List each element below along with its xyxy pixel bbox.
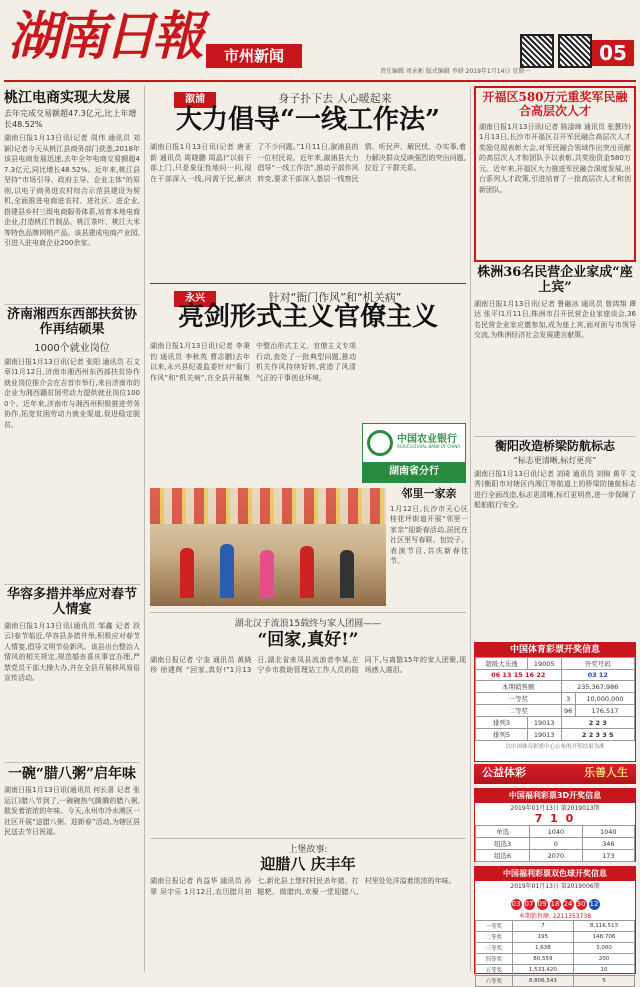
kicker: 上堡故事: [288, 845, 328, 855]
masthead-meta: 责任编辑 周永彬 版式编辑 李妍 2019年1月14日 星期一 [380, 68, 531, 75]
issue-no: 19013 [527, 717, 561, 729]
divider [4, 762, 140, 763]
ssq-balls [475, 891, 635, 910]
ssq-table [475, 920, 635, 987]
fc3d-number: 7 1 0 [534, 812, 576, 825]
kicker: 身子扑下去 人心暖起来 [278, 92, 392, 105]
person-figure [220, 544, 234, 598]
article-body: 湖南日报1月13日讯(记者 鲁融冰 通讯员 曾鸿翔 谭达 张平)1月11日,株洲市召开民营企业家座谈会,36名民营企业家应邀参加,成为座上宾,面对面与市领导交流,为株洲经济社会发展建言献策。 [474, 299, 636, 340]
headline: 济南湘西东西部扶贫协作再结硕果 [6, 307, 137, 337]
article-body: 湖南日报1月13日讯(通讯员 邹鑫 记者 段云)春节临近,华容县多措并举,积极应对春节人情宴,倡导文明节俭新风。该县出台整治人情风的相关规定,规范婚丧喜庆事宜办理,严禁党员干部大操大办,并在全县开展移风易俗宣传活动。 [4, 621, 140, 683]
red-ball: 09 [537, 900, 547, 908]
cell: 单选 [476, 826, 530, 838]
welfare-left: 公益体彩 [482, 766, 526, 779]
lantern-decoration [150, 488, 386, 524]
cell: 346 [582, 838, 634, 850]
cell: 1,533,420 [512, 965, 573, 976]
label-num: 开奖号码 [561, 658, 635, 670]
article-body: 湖南日报1月13日讯(记者 张阳 通讯员 石文章)1月12日,济南市湘西州东西部扶贫协作就业岗位推介会在吉首市举行,来自济南市的企业为湘西籍贫困劳动力提供就业岗位1000个。近年来,济南市与湘西州积极推进劳务协作,拓宽贫困劳动力就业渠道,促进稳定脱贫。 [4, 357, 140, 429]
prize-amount: 10,000,000 [575, 693, 634, 705]
qr-code-icon [558, 34, 592, 68]
divider [150, 838, 466, 839]
prize-count: 96 [561, 705, 575, 717]
photo-title: 邻里一家亲 [401, 487, 457, 500]
blue-ball: 12 [589, 900, 599, 908]
headline: 株洲36名民营企业家成“座上宾” [477, 265, 633, 295]
subheadline: “标志更清晰,标灯更亮” [513, 455, 597, 465]
cell: 148,706 [573, 932, 634, 943]
table-row [476, 826, 635, 838]
abc-bank-ad [362, 423, 466, 483]
headline: 华容多措并举应对春节人情宴 [6, 587, 137, 617]
article-body: 湖南日报1月13日讯(记者 周伟 通讯员 刘颖)记者今天从桃江县商务部门获悉,2018年该县电商发展迅速,去年全年电商交易额超47.3亿元,同比增长48.52%。近年来,桃江县坚持“市场引导、政府主导、企业主体”的原则,以电子商务进农村综合示范县建设为契机,全面推进电商进农村、进社区、进企业,搭建县乡村三级电商服务体系,培育本地电商企业,打造桃江竹制品、桃江茶叶、桃江大米等特色品牌网销产品。该县建成电商产业园,引进入驻电商企业200余家。 [4, 134, 140, 248]
red-ball: 30 [576, 900, 586, 908]
headline: 亮剑形式主义官僚主义 [177, 302, 438, 332]
bank-name: 中国农业银行 [397, 434, 457, 445]
cell: 8,806,543 [512, 976, 573, 987]
cell: 80,559 [512, 954, 573, 965]
prize-name: 一等奖 [476, 693, 562, 705]
table-row [476, 838, 635, 850]
qr-code-icon [520, 34, 554, 68]
red-ball: 18 [550, 900, 560, 908]
cell: 195 [512, 932, 573, 943]
person-figure [340, 550, 354, 598]
game-name: 排列5 [476, 729, 528, 741]
cell: 1040 [530, 826, 582, 838]
article-reunion [150, 616, 466, 827]
article-body: 湖南日报1月13日讯(记者 刘琦 通讯员 刘锦 黄平 文秀)衡阳市对辖区内湘江等航道上的桥梁防撞航标志进行全面改造,标志更清晰,标灯更明亮,进一步保障了船舶航行安全。 [474, 469, 636, 510]
red-ball: 24 [563, 900, 573, 908]
column-divider [470, 86, 471, 972]
welfare-right: 乐善人生 [584, 766, 628, 779]
person-figure [180, 548, 194, 598]
article-body: 湖南日报1月13日讯(记者 李秉钧 通讯员 李秋英 曹志鹏)去年以来,永兴县纪委监委针对“衙门作风”和“机关病”,在全县开展集中整治形式主义、官僚主义专项行动,查处了一批典型问题,推动机关作风持续好转,营造了风清气正的干事创业环境。 [150, 342, 356, 382]
cell: 组选6 [476, 850, 530, 862]
table-row [476, 965, 635, 976]
cell: 10 [573, 965, 634, 976]
bank-branch: 湖南省分行 [363, 462, 465, 482]
divider [474, 436, 636, 437]
headline: 一碗“腊八粥”启年味 [7, 766, 137, 782]
table-row [476, 921, 635, 932]
article-laba [4, 766, 140, 970]
sports-lottery-panel [474, 642, 636, 762]
masthead-rule [4, 80, 636, 82]
person-figure [300, 546, 314, 598]
lottery-note: 以中国体育彩票中心公布的开奖结果为准 [505, 744, 605, 750]
photo-caption [390, 488, 468, 606]
cell: 5 [573, 976, 634, 987]
article-hengyang [474, 440, 636, 639]
cell: 六等奖 [476, 976, 513, 987]
page-number: 05 [592, 40, 634, 66]
article-jinan-xiangxi [4, 308, 140, 577]
article-huarong [4, 588, 140, 765]
winning-red: 06 13 15 16 22 [476, 670, 562, 681]
headline: 迎腊八 庆丰年 [260, 855, 356, 873]
table-row [476, 954, 635, 965]
fc3d-table [475, 825, 635, 862]
section-label: 市州新闻 [206, 44, 302, 68]
cell: 1040 [582, 826, 634, 838]
welfare-banner [474, 764, 636, 784]
divider [150, 612, 466, 613]
lottery-brand: 中国体育彩票开奖信息 [475, 643, 635, 657]
sales-label: 本期销售额 [518, 913, 549, 920]
cell: 3,000 [573, 943, 634, 954]
sales-amount: 235,367,986 [561, 681, 635, 693]
cell: 0 [530, 838, 582, 850]
lottery-table-dlt [475, 657, 635, 741]
article-body: 湖南日报记者 肖益华 通讯员 孙翠 吴宇乐 1月12日,农历腊月初七,新化县上堡村村民杀年猪、打糍粑、做腊肉,欢聚一堂迎腊八,村里处处洋溢着浓浓的年味。 [150, 877, 456, 896]
article-body: 湖南日报1月13日讯(记者 陈淦璋 通讯员 张慧玲)1月13日,长沙市开福区召开军民融合高层次人才奖励兑现表彰大会,对军民融合领域作出突出贡献的高层次人才和团队予以表彰,共奖励资金580万元。近年来,开福区大力推进军民融合深度发展,出台系列人才政策,引进培育了一批高层次人才和创新团队。 [479, 122, 631, 194]
feature-box-kaifu [474, 86, 636, 262]
column-divider [144, 86, 145, 972]
divider [4, 304, 140, 305]
region-tag: 溆浦 [174, 92, 216, 108]
subheadline: 去年完成交易额超47.3亿元,比上年增长48.52% [4, 109, 137, 130]
prize-amount: 176,517 [575, 705, 634, 717]
ssq-date: 2019年01月13日 第2019006期 [510, 883, 600, 890]
cell: 200 [573, 954, 634, 965]
game-name: 超级大乐透 [476, 658, 528, 670]
article-body: 湖南日报记者 宁奎 通讯员 黄晓珍 徐建辉 “回家,真好!”1月13日,湖北省来凤县流浪者李某,在宁乡市救助管理站工作人员的陪同下,与离散15年的家人团聚,现场感人落泪。 [150, 655, 466, 675]
caption-body: 1月12日,长沙市天心区桂花坪街道开展“邻里一家亲”迎新春活动,居民在社区里写春联、包饺子、表演节目,共庆新春佳节。 [390, 504, 468, 566]
fc3d-title: 中国福利彩票3D开奖信息 [475, 789, 635, 803]
bank-name-en: AGRICULTURAL BANK OF CHINA [397, 444, 461, 449]
issue-no: 19013 [527, 729, 561, 741]
table-row [476, 976, 635, 987]
person-figure [260, 550, 274, 598]
sales-amount: 1211353738 [552, 913, 592, 920]
fc3d-panel [474, 788, 636, 862]
headline: 桃江电商实现大发展 [4, 90, 130, 106]
fc3d-date: 2019年01月13日 第2019013期 [510, 805, 600, 812]
article-yongxing [150, 287, 466, 477]
game-name: 排列3 [476, 717, 528, 729]
prize-name: 二等奖 [476, 705, 562, 717]
divider [150, 283, 466, 284]
cell: 7 [512, 921, 573, 932]
table-row [476, 850, 635, 862]
article-laba-shangbao [150, 842, 466, 974]
sales-label: 本期销售额 [476, 681, 562, 693]
kicker: 湖北汉子流浪15载终与家人团圆—— [234, 619, 382, 629]
cell: 三等奖 [476, 943, 513, 954]
cell: 二等奖 [476, 932, 513, 943]
headline: “回家,真好!” [257, 630, 359, 650]
red-ball: 03 [511, 900, 521, 908]
kicker: 针对“衙门作风”和“机关病” [268, 291, 402, 304]
cell: 五等奖 [476, 965, 513, 976]
table-row [476, 705, 635, 717]
article-zhuzhou [474, 266, 636, 434]
region-tag: 永兴 [174, 291, 216, 307]
cell: 173 [582, 850, 634, 862]
ssq-title: 中国福利彩票双色球开奖信息 [475, 867, 635, 881]
table-row [476, 932, 635, 943]
article-taojiang [4, 90, 140, 311]
winning-blue: 03 12 [561, 670, 635, 681]
winning-number: 2 2 3 [561, 717, 635, 729]
ssq-panel [474, 866, 636, 985]
masthead [0, 0, 640, 80]
red-ball: 07 [524, 900, 534, 908]
divider [4, 584, 140, 585]
article-body: 湖南日报1月13日讯(记者 唐亚新 通讯员 周晓鹏 周晶)“以前干部上门,只是象征性地问一问,现在干部深入一线,问需于民,解决了不少问题。”1月11日,溆浦县的一位村民说。近年来,溆浦县大力倡导“一线工作法”,推动干部作风转变,要求干部深入基层一线察民情、听民声、解民忧、办实事,着力解决群众反映强烈的突出问题,拉近了干群关系。 [150, 143, 466, 183]
headline: 开福区580万元重奖军民融合高层次人才 [482, 90, 628, 118]
subheadline: 1000个就业岗位 [34, 342, 110, 354]
festival-photo [150, 488, 386, 606]
abc-bank-logo-icon [367, 430, 393, 456]
headline: 大力倡导“一线工作法” [176, 105, 440, 135]
cell: 1,638 [512, 943, 573, 954]
cell: 8,116,513 [573, 921, 634, 932]
article-body: 湖南日报1月13日讯(通讯员 何长喜 记者 张运江)腊八节到了,一碗碗热气腾腾的腊八粥,散发着浓浓的年味。今天,永州市冷水滩区一社区开展“送腊八粥、迎新春”活动,为辖区居民送去节日祝福。 [4, 786, 140, 837]
cell: 一等奖 [476, 921, 513, 932]
issue-no: 19005 [527, 658, 561, 670]
table-row [476, 693, 635, 705]
cell: 2070 [530, 850, 582, 862]
cell: 组选3 [476, 838, 530, 850]
winning-number: 2 2 3 3 5 [561, 729, 635, 741]
ssq-sales: 本期销售额: 1211353738 [518, 913, 592, 920]
headline: 衡阳改造桥梁防航标志 [494, 439, 615, 453]
cell: 四等奖 [476, 954, 513, 965]
prize-count: 3 [561, 693, 575, 705]
newspaper-title: 湖南日報 [8, 6, 201, 67]
table-row [476, 943, 635, 954]
